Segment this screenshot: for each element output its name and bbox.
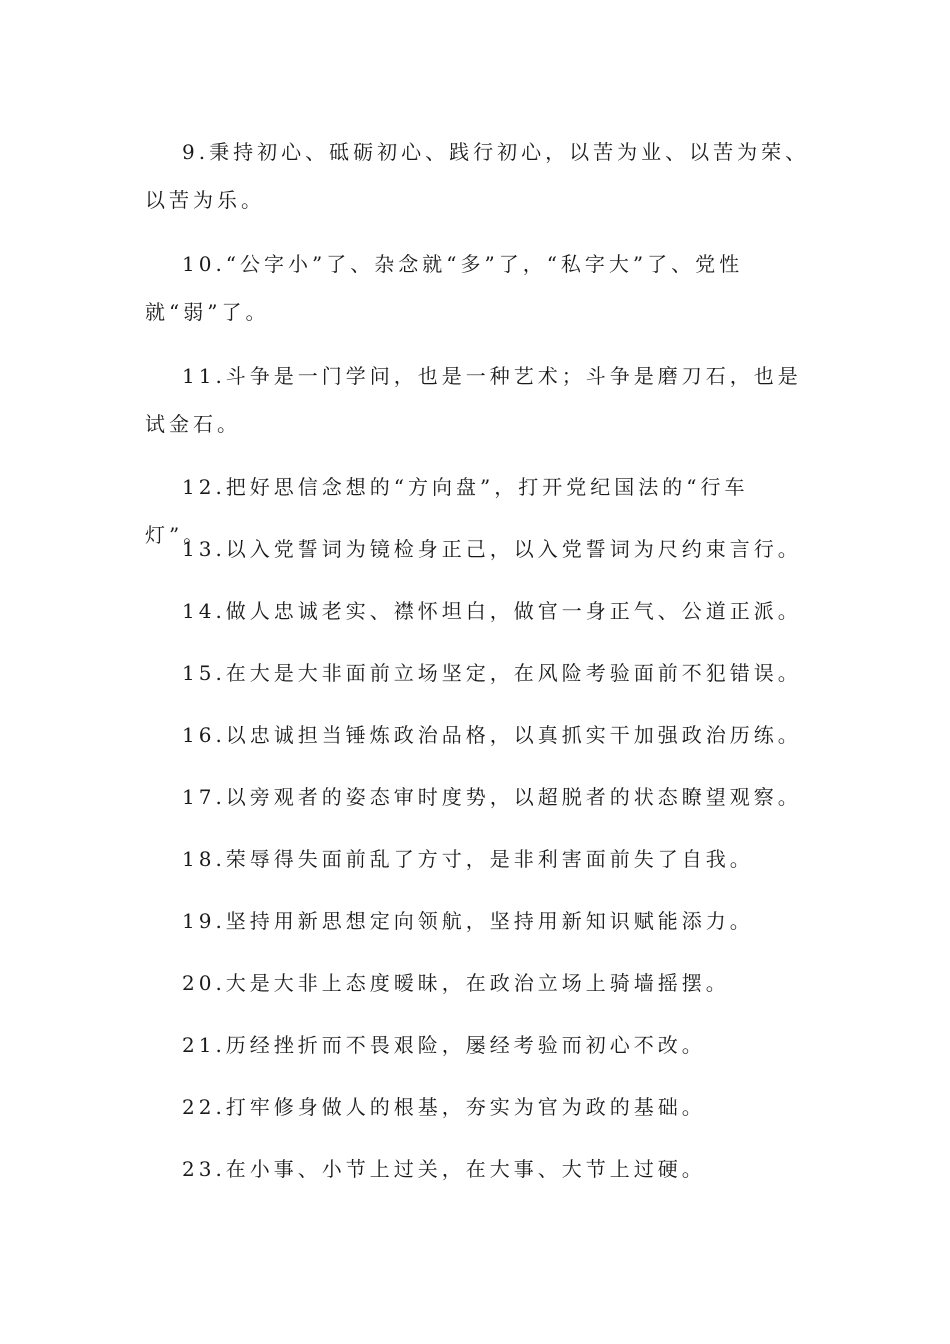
list-item: 12.把好思信念想的“方向盘”，打开党纪国法的“行车灯”。 <box>145 475 749 547</box>
list-item: 13.以入党誓词为镜检身正己，以入党誓词为尺约束言行。 <box>182 537 802 561</box>
list-item: 23.在小事、小节上过关，在大事、大节上过硬。 <box>182 1157 706 1181</box>
list-item: 19.坚持用新思想定向领航，坚持用新知识赋能添力。 <box>182 909 754 933</box>
list-item: 20.大是大非上态度暧昧，在政治立场上骑墙摇摆。 <box>182 971 730 995</box>
list-item: 10.“公字小”了、杂念就“多”了，“私字大”了、党性就“弱”了。 <box>145 252 744 324</box>
list-item: 15.在大是大非面前立场坚定，在风险考验面前不犯错误。 <box>182 661 802 685</box>
list-item: 9.秉持初心、砥砺初心、践行初心，以苦为业、以苦为荣、以苦为乐。 <box>145 140 810 212</box>
list-item: 14.做人忠诚老实、襟怀坦白，做官一身正气、公道正派。 <box>182 599 802 623</box>
list-item: 18.荣辱得失面前乱了方寸，是非利害面前失了自我。 <box>182 847 754 871</box>
list-item: 17.以旁观者的姿态审时度势，以超脱者的状态瞭望观察。 <box>182 785 802 809</box>
list-item: 16.以忠诚担当锤炼政治品格，以真抓实干加强政治历练。 <box>182 723 802 747</box>
list-item: 22.打牢修身做人的根基，夯实为官为政的基础。 <box>182 1095 706 1119</box>
list-item: 11.斗争是一门学问，也是一种艺术；斗争是磨刀石，也是试金石。 <box>145 364 802 436</box>
list-item: 21.历经挫折而不畏艰险，屡经考验而初心不改。 <box>182 1033 706 1057</box>
